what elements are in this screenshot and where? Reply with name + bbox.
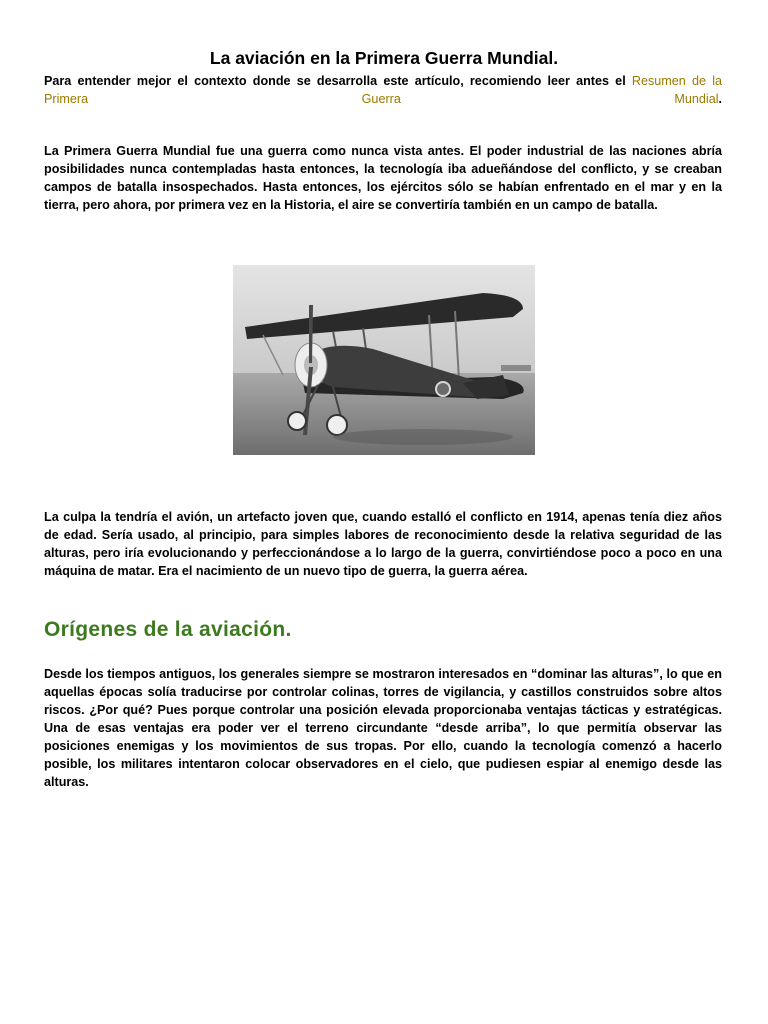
biplane-photo [233, 265, 535, 455]
intro-text-end: . [718, 92, 722, 106]
document-title: La aviación en la Primera Guerra Mundial. [209, 48, 559, 68]
paragraph-war-intro: La Primera Guerra Mundial fue una guerra como nunca vista antes. El poder industrial de las naciones abría posibilidades nunca contempladas hasta entonces, la tecnología iba adueñándose del conflicto, y se creaban campos de batalla insospechados. Hasta entonces, los ejércitos sólo se habían enfrentado en el mar y en la tierra, pero ahora, por primera vez en la Historia, el aire se convertiría también en un campo de batalla. [44, 144, 722, 212]
intro-text: Para entender mejor el contexto donde se desarrolla este artículo, recomiendo leer antes el [44, 74, 632, 88]
summary-link[interactable]: Resumen de la Primera Guerra Mundial [44, 74, 722, 106]
paragraph-airplane: La culpa la tendría el avión, un artefacto joven que, cuando estalló el conflicto en 1914, apenas tenía diez años de edad. Sería usado, al principio, para simples labores de reconocimiento desde la relativa seguridad de las alturas, pero iría evolucionando y perfeccionándose a lo largo de la guerra, convirtiéndose poco a poco en una máquina de matar. Era el nacimiento de un nuevo tipo de guerra, la guerra aérea. [44, 510, 722, 578]
biplane-image [233, 265, 535, 455]
section-heading: Orígenes de la aviación. [44, 618, 292, 641]
intro-paragraph [44, 72, 722, 108]
paragraph-origins: Desde los tiempos antiguos, los generales siempre se mostraron interesados en “dominar las alturas”, lo que en aquellas épocas solía traducirse por controlar colinas, torres de vigilancia, y castillos construidos sobre altos riscos. ¿Por qué? Pues porque controlar una posición elevada proporcionaba ventajas tácticas y estratégicas. Una de esas ventajas era poder ver el terreno circundante “desde arriba”, lo que permitía observar las posiciones enemigas y los movimientos de sus tropas. Por ello, cuando la tecnología comenzó a hacerlo posible, los militares intentaron colocar observadores en el cielo, que pudiesen espiar al enemigo desde las alturas. [44, 667, 722, 789]
